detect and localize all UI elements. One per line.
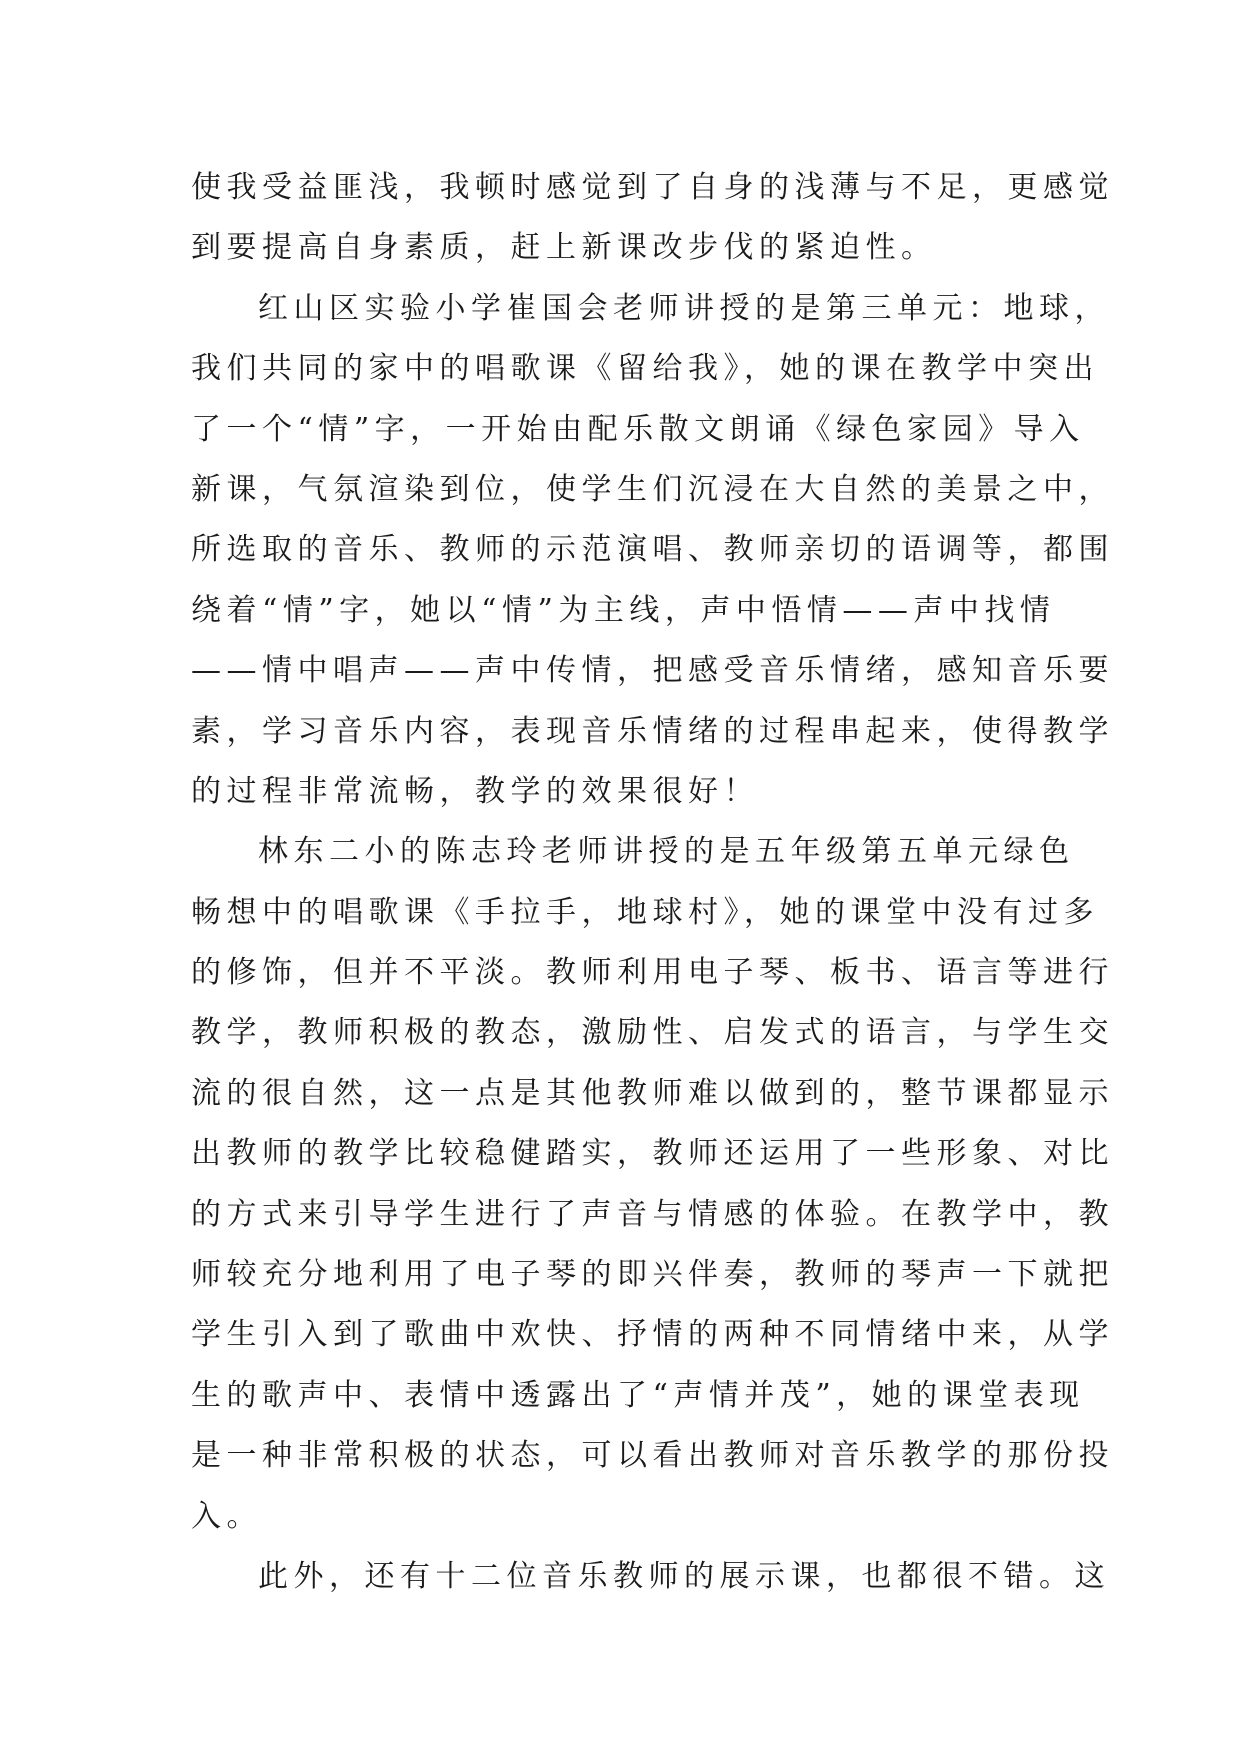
text-line: 绕着“情”字，她以“情”为主线，声中悟情——声中找情	[191, 592, 1056, 628]
text-line: 出教师的教学比较稳健踏实，教师还运用了一些形象、对比	[191, 1136, 1114, 1172]
text-line: 红山区实验小学崔国会老师讲授的是第三单元：地球，	[258, 290, 1110, 326]
text-line: 是一种非常积极的状态，可以看出教师对音乐教学的那份投	[191, 1438, 1114, 1474]
document-body	[191, 158, 1114, 1607]
paragraph-4	[191, 1547, 1110, 1607]
text-line: 新课，气氛渲染到位，使学生们沉浸在大自然的美景之中，	[191, 471, 1114, 507]
paragraph-3	[191, 822, 1114, 1547]
paragraph-1	[191, 158, 1114, 279]
text-line: 生的歌声中、表情中透露出了“声情并茂”，她的课堂表现	[191, 1377, 1085, 1413]
text-line: 的方式来引导学生进行了声音与情感的体验。在教学中，教	[191, 1196, 1114, 1232]
text-line: 我们共同的家中的唱歌课《留给我》，她的课在教学中突出	[191, 351, 1099, 387]
text-line: 所选取的音乐、教师的示范演唱、教师亲切的语调等，都围	[191, 532, 1114, 568]
text-line: 师较充分地利用了电子琴的即兴伴奏，教师的琴声一下就把	[191, 1257, 1114, 1293]
text-line: 的过程非常流畅，教学的效果很好！	[191, 773, 759, 809]
text-line: 的修饰，但并不平淡。教师利用电子琴、板书、语言等进行	[191, 955, 1114, 991]
text-line: 入。	[191, 1498, 262, 1534]
text-line: 了一个“情”字，一开始由配乐散文朗诵《绿色家园》导入	[191, 411, 1085, 447]
text-line: 学生引入到了歌曲中欢快、抒情的两种不同情绪中来，从学	[191, 1317, 1114, 1353]
text-line: 林东二小的陈志玲老师讲授的是五年级第五单元绿色	[258, 834, 1075, 870]
text-line: 到要提高自身素质，赶上新课改步伐的紧迫性。	[191, 230, 937, 266]
text-line: 使我受益匪浅，我顿时感觉到了自身的浅薄与不足，更感觉	[191, 170, 1114, 205]
text-line: 畅想中的唱歌课《手拉手，地球村》，她的课堂中没有过多	[191, 894, 1099, 930]
text-line: 教学，教师积极的教态，激励性、启发式的语言，与学生交	[191, 1015, 1114, 1051]
text-line: 流的很自然，这一点是其他教师难以做到的，整节课都显示	[191, 1075, 1114, 1111]
text-line: 此外，还有十二位音乐教师的展示课，也都很不错。这	[258, 1558, 1110, 1594]
paragraph-2	[191, 279, 1114, 823]
text-line: 素，学习音乐内容，表现音乐情绪的过程串起来，使得教学	[191, 713, 1114, 749]
text-line: ——情中唱声——声中传情，把感受音乐情绪，感知音乐要	[191, 653, 1114, 689]
